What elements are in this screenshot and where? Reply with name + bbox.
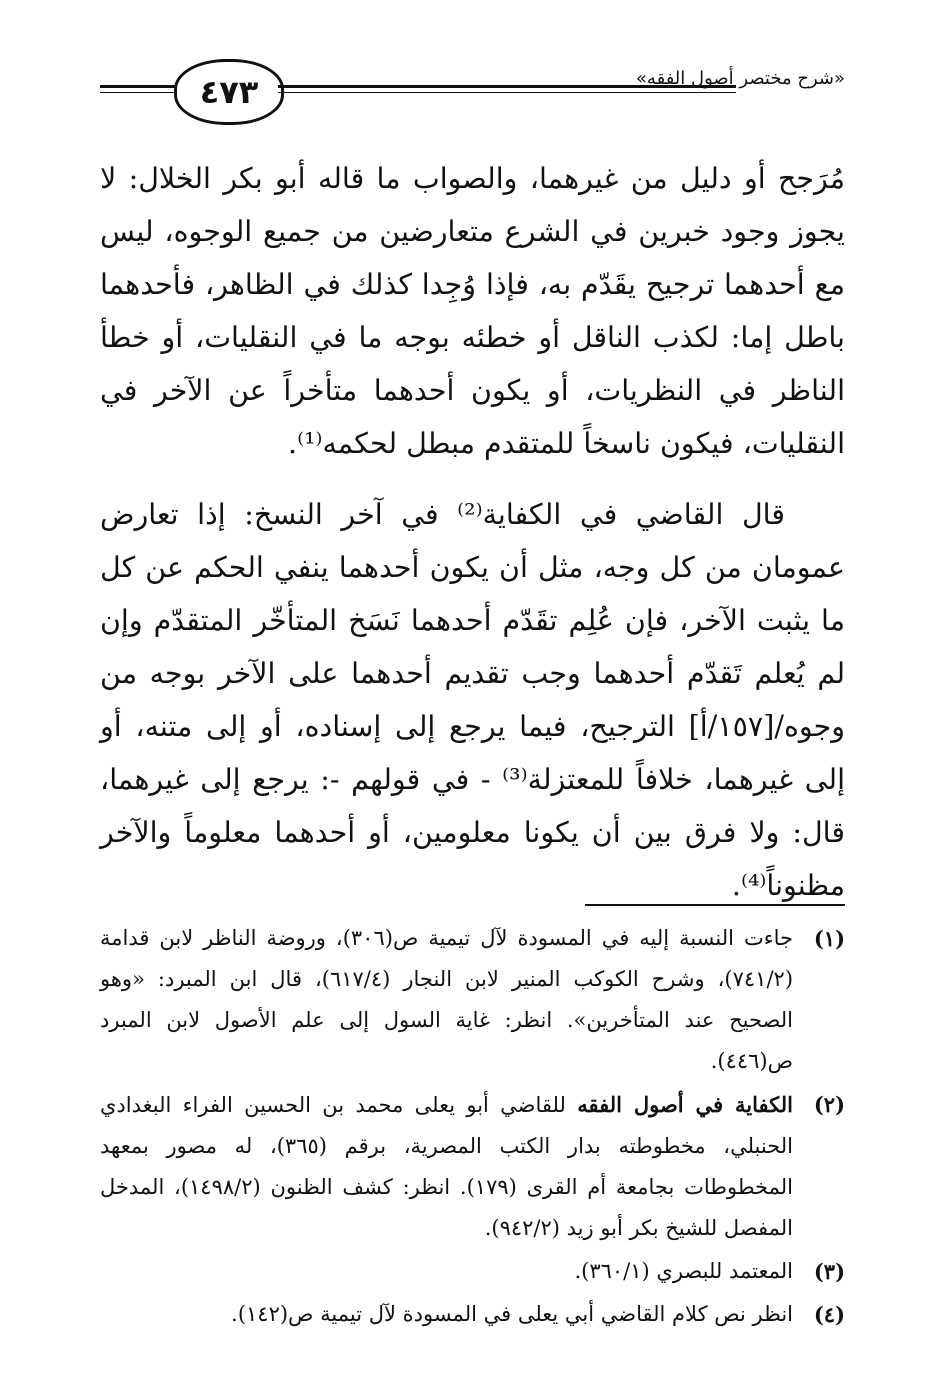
page-number: ٤٧٣ xyxy=(174,59,284,125)
footnote-text xyxy=(100,1084,793,1249)
footnote-body: للقاضي أبو يعلى محمد بن الحسين الفراء البغدادي الحنبلي، مخطوطته بدار الكتب المصرية، برقم (٣٦٥)، له مصور بمعهد المخطوطات بجامعة أم القرى (١٧٩). انظر: كشف الظنون (١٤٩٨/٢)، المدخل المفصل للشيخ بكر أبو زيد (٩٤٢/٢). xyxy=(100,1093,794,1240)
page-header xyxy=(100,54,845,124)
paragraph-1: مُرَجح أو دليل من غيرهما، والصواب ما قاله أبو بكر الخلال: لا يجوز وجود خبرين في الشرع متعارضين من جميع الوجوه، ليس مع أحدهما ترجيح يقَدّم به، فإذا وُجِدا كذلك في الظاهر، فأحدهما باطل إما: لكذب الناقل أو خطئه بوجه ما في النقليات، أو خطأ الناظر في النظريات، أو يكون أحدهما متأخراً عن الآخر في النقليات، فيكون ناسخاً للمتقدم مبطل لحكمه⁽¹⁾. xyxy=(100,162,845,460)
main-text xyxy=(100,152,845,912)
footnote-body: انظر نص كلام القاضي أبي يعلى في المسودة لآل تيمية ص(١٤٢). xyxy=(231,1302,793,1326)
footnotes xyxy=(100,918,845,1335)
footnote-separator xyxy=(585,904,845,906)
footnote-2 xyxy=(100,1084,845,1249)
footnote-1 xyxy=(100,918,845,1082)
footnote-body: المعتمد للبصري (٣٦٠/١). xyxy=(574,1259,793,1283)
footnote-text xyxy=(100,1251,793,1292)
running-title: «شرح مختصر أصول الفقه» xyxy=(635,68,845,89)
footnote-book-title: الكفاية في أصول الفقه xyxy=(577,1092,793,1117)
paragraph-2: قال القاضي في الكفاية⁽²⁾ في آخر النسخ: إذا تعارض عمومان من كل وجه، مثل أن يكون أحدهما ينفي الحكم عن كل ما يثبت الآخر، فإن عُلِم تقَدّم أحدهما نَسَخ المتأخّر المتقدّم وإن لم يُعلم تَقدّم أحدهما وجب تقديم أحدهما على الآخر بوجه من وجوه/[١٥٧/أ] الترجيح، فيما يرجع إلى إسناده، أو إلى متنه، أو إلى غيرهما، خلافاً للمعتزلة⁽³⁾ - في قولهم -: يرجع إلى غيرهما، قال: ولا فرق بين أن يكونا معلومين، أو أحدهما معلوماً والآخر مظنوناً⁽⁴⁾. xyxy=(100,498,845,902)
footnote-mark: (٤) xyxy=(813,1302,845,1327)
footnote-mark: (١) xyxy=(813,926,845,951)
footnote-body: جاءت النسبة إليه في المسودة لآل تيمية ص(٣٠٦)، وروضة الناظر لابن قدامة (٧٤١/٢)، وشرح الكوكب المنير لابن النجار (٦١٧/٤)، قال ابن المبرد: «وهو الصحيح عند المتأخرين». انظر: غاية السول إلى علم الأصول لابن المبرد ص(٤٤٦). xyxy=(100,926,794,1073)
footnote-4 xyxy=(100,1294,845,1335)
footnote-text xyxy=(100,1294,793,1335)
footnote-text xyxy=(100,918,793,1082)
footnote-mark: (٣) xyxy=(813,1259,845,1284)
header-rule-left xyxy=(100,85,178,93)
footnote-3 xyxy=(100,1251,845,1292)
footnote-mark: (٢) xyxy=(813,1092,845,1117)
